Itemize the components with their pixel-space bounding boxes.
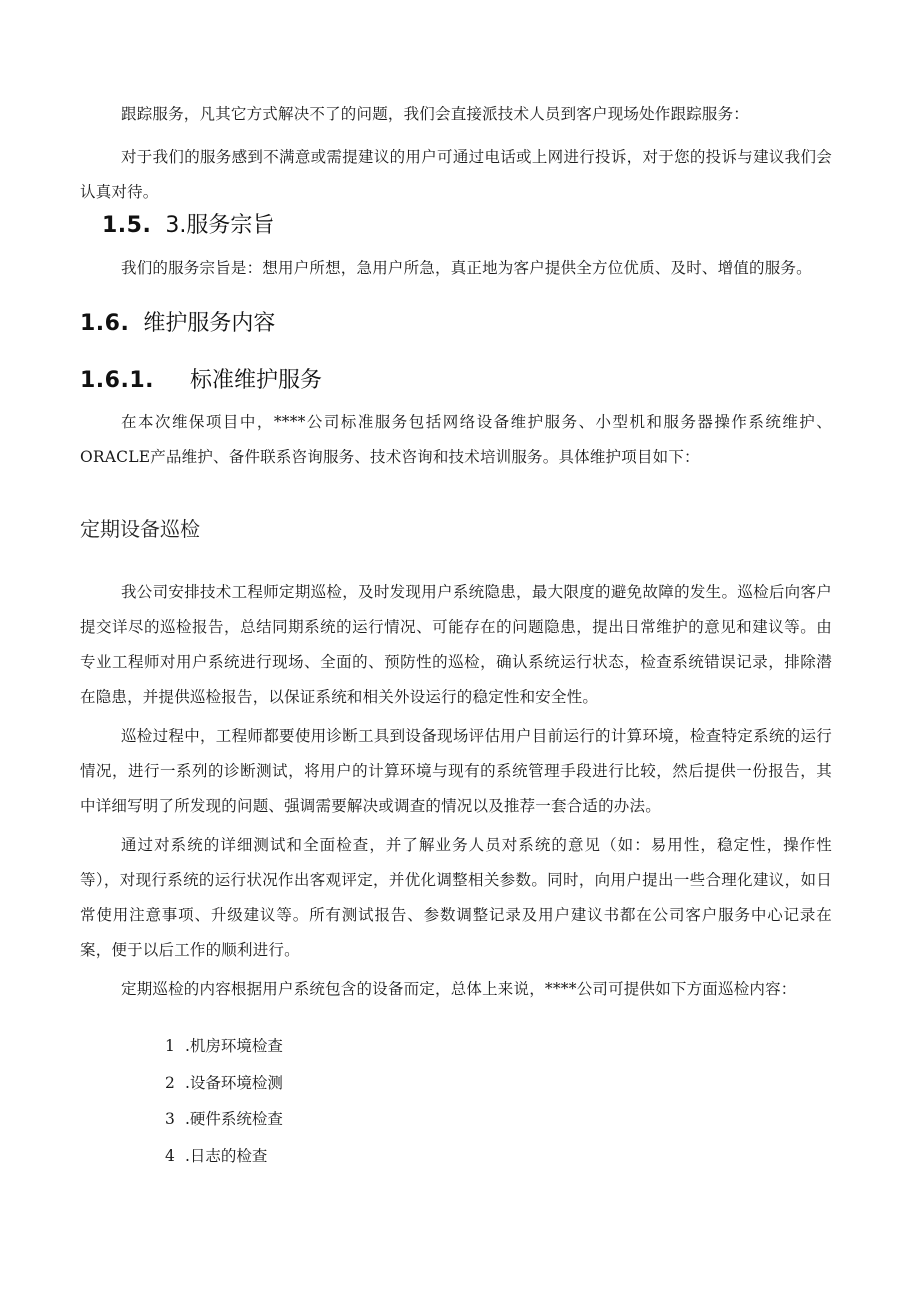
list-item	[165, 1065, 283, 1102]
heading-title: 3.服务宗旨	[165, 213, 275, 238]
heading-1-6-1	[80, 363, 322, 394]
list-item-number: 2	[165, 1073, 175, 1092]
paragraph-complaints: 对于我们的服务感到不满意或需提建议的用户可通过电话或上网进行投诉，对于您的投诉与建议我们会认真对待。	[80, 148, 832, 201]
paragraph-inspection-contents: 定期巡检的内容根据用户系统包含的设备而定，总体上来说，****公司可提供如下方面巡检内容：	[121, 980, 797, 998]
heading-1-5-3	[102, 208, 274, 239]
list-item	[165, 1028, 283, 1065]
heading-number: 1.5.	[102, 213, 152, 238]
paragraph-inspection-intro: 我公司安排技术工程师定期巡检，及时发现用户系统隐患，最大限度的避免故障的发生。巡检后向客户提交详尽的巡检报告，总结同期系统的运行情况、可能存在的问题隐患，提出日常维护的意见和建议等。由专业工程师对用户系统进行现场、全面的、预防性的巡检，确认系统运行状态，检查系统错误记录，排除潜在隐患，并提供巡检报告，以保证系统和相关外设运行的稳定性和安全性。	[80, 583, 832, 706]
paragraph-service-purpose: 我们的服务宗旨是：想用户所想，急用户所急，真正地为客户提供全方位优质、及时、增值的服务。	[121, 259, 812, 277]
list-item-text: .日志的检查	[185, 1146, 268, 1165]
list-item-text: .硬件系统检查	[185, 1110, 283, 1128]
subheading-periodic-inspection: 定期设备巡检	[80, 517, 200, 541]
list-item-number: 1	[165, 1037, 175, 1055]
list-item-number: 4	[165, 1146, 175, 1165]
list-item	[165, 1138, 283, 1175]
heading-number: 1.6.	[80, 311, 130, 336]
paragraph-inspection-process: 巡检过程中，工程师都要使用诊断工具到设备现场评估用户目前运行的计算环境，检查特定系统的运行情况，进行一系列的诊断测试，将用户的计算环境与现有的系统管理手段进行比较，然后提供一份报告，其中详细写明了所发现的问题、强调需要解决或调查的情况以及推荐一套合适的办法。	[80, 727, 832, 815]
heading-title: 标准维护服务	[190, 368, 323, 393]
heading-1-6	[80, 306, 275, 337]
paragraph-standard-service: 在本次维保项目中，****公司标准服务包括网络设备维护服务、小型机和服务器操作系统维护、ORACLE产品维护、备件联系咨询服务、技术咨询和技术培训服务。具体维护项目如下：	[80, 413, 832, 466]
list-item-text: .设备环境检测	[185, 1073, 283, 1092]
paragraph-followup-service: 跟踪服务，凡其它方式解决不了的问题，我们会直接派技术人员到客户现场处作跟踪服务：	[121, 105, 750, 123]
list-item	[165, 1101, 283, 1138]
paragraph-inspection-results: 通过对系统的详细测试和全面检查，并了解业务人员对系统的意见（如：易用性，稳定性，操作性等），对现行系统的运行状况作出客观评定，并优化调整相关参数。同时，向用户提出一些合理化建议，如日常使用注意事项、升级建议等。所有测试报告、参数调整记录及用户建议书都在公司客户服务中心记录在案，便于以后工作的顺利进行。	[80, 836, 832, 959]
heading-number: 1.6.1.	[80, 368, 154, 393]
list-item-text: .机房环境检查	[185, 1037, 283, 1055]
list-item-number: 3	[165, 1110, 175, 1128]
heading-title: 维护服务内容	[143, 311, 276, 336]
inspection-list	[165, 1028, 283, 1174]
